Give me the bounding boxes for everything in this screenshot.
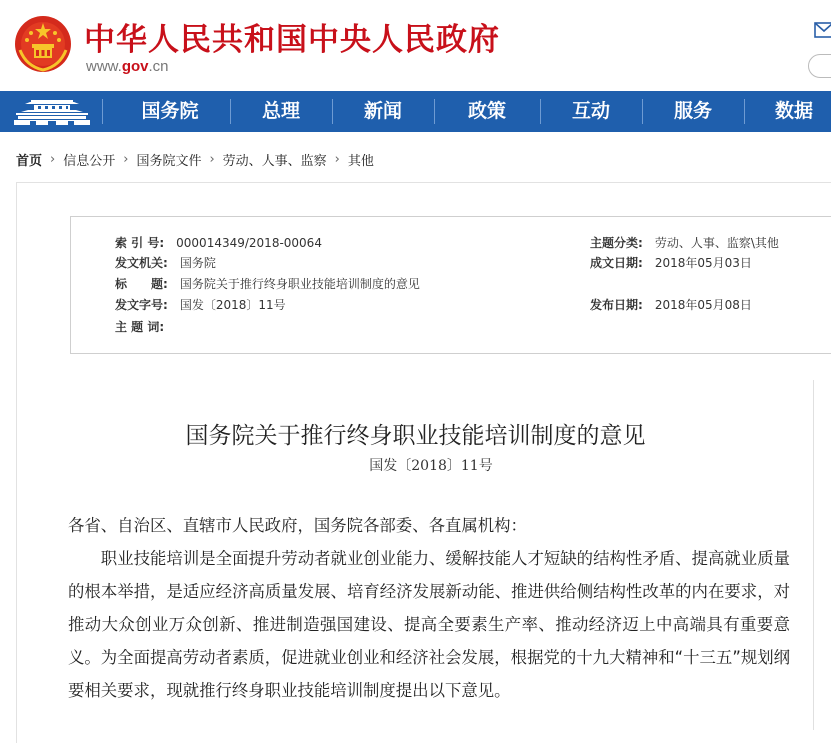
chevron-right-icon: › (334, 151, 340, 167)
nav-item-data[interactable]: 数据 (774, 100, 813, 122)
nav-separator (332, 99, 333, 124)
mail-icon[interactable] (814, 22, 831, 38)
main-nav (0, 91, 831, 132)
meta-issuer: 发文机关: 国务院 (115, 256, 216, 270)
chevron-right-icon: › (50, 151, 56, 167)
document-number: 国发〔2018〕11号 (369, 458, 493, 474)
nav-item-services[interactable]: 服务 (673, 100, 712, 122)
breadcrumb-other[interactable]: 其他 (347, 153, 374, 169)
breadcrumb-labor-category[interactable]: 劳动、人事、监察 (222, 153, 327, 169)
breadcrumb (16, 150, 374, 168)
site-header (0, 0, 831, 90)
national-emblem-icon[interactable] (14, 14, 72, 74)
breadcrumb-home[interactable]: 首页 (16, 153, 43, 169)
meta-published-date: 发布日期: 2018年05月08日 (590, 298, 752, 312)
chevron-right-icon: › (209, 151, 215, 167)
meta-keywords: 主 题 词: (115, 320, 165, 334)
nav-separator (642, 99, 643, 124)
nav-separator (744, 99, 745, 124)
meta-docno: 发文字号: 国发〔2018〕11号 (115, 298, 286, 312)
document-metadata-table (70, 216, 831, 354)
search-input[interactable] (808, 54, 831, 78)
nav-item-interaction[interactable]: 互动 (571, 100, 610, 122)
nav-separator (230, 99, 231, 124)
meta-index: 索 引 号: 000014349/2018-00064 (115, 236, 322, 250)
nav-item-premier[interactable]: 总理 (261, 100, 300, 122)
nav-item-news[interactable]: 新闻 (363, 100, 402, 122)
article-salutation: 各省、自治区、直辖市人民政府，国务院各部委、各直属机构： (68, 516, 527, 535)
meta-title: 标 题: 国务院关于推行终身职业技能培训制度的意见 (115, 277, 420, 291)
document-title: 国务院关于推行终身职业技能培训制度的意见 (185, 423, 646, 449)
article-body (68, 509, 790, 707)
breadcrumb-info-disclosure[interactable]: 信息公开 (63, 153, 116, 169)
nav-separator (540, 99, 541, 124)
meta-created-date: 成文日期: 2018年05月03日 (590, 256, 752, 270)
meta-category: 主题分类: 劳动、人事、监察\其他 (590, 236, 779, 250)
nav-item-state-council[interactable]: 国务院 (141, 100, 199, 122)
site-url[interactable]: www.gov.cn (86, 58, 169, 75)
nav-separator (434, 99, 435, 124)
breadcrumb-state-council-docs[interactable]: 国务院文件 (136, 153, 202, 169)
site-title[interactable]: 中华人民共和国中央人民政府 (84, 22, 500, 58)
nav-item-policies[interactable]: 政策 (467, 100, 506, 122)
nav-separator (102, 99, 103, 124)
tiananmen-logo-icon[interactable] (0, 91, 102, 132)
article-paragraph: 职业技能培训是全面提升劳动者就业创业能力、缓解技能人才短缺的结构性矛盾、提高就业质量的根本举措，是适应经济高质量发展、培育经济发展新动能、推进供给侧结构性改革的内在要求，对推动大众创业万众创新、推进制造强国建设、提高全要素生产率、推动经济迈上中高端具有重要意义。为全面提高劳动者素质，促进就业创业和经济社会发展，根据党的十九大精神和“十三五”规划纲要相关要求，现就推行终身职业技能培训制度提出以下意见。 (68, 549, 790, 700)
chevron-right-icon: › (123, 151, 129, 167)
